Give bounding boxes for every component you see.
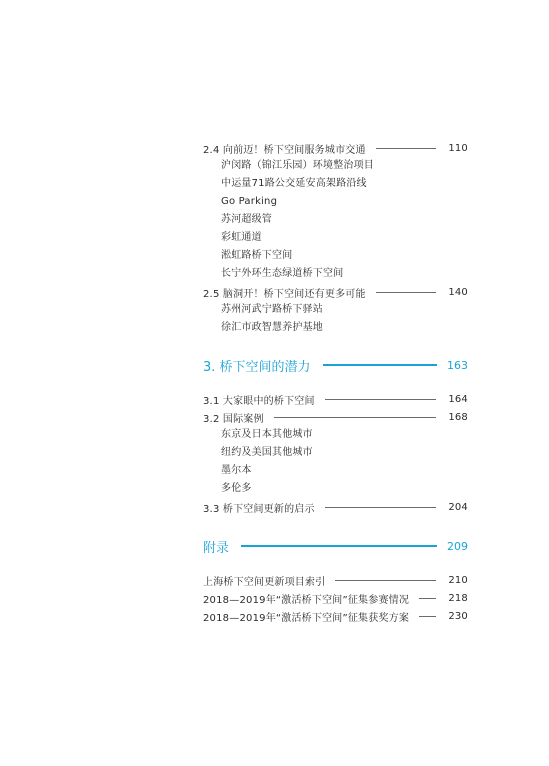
toc-page-number: 140: [448, 286, 468, 298]
toc-entry-label: 2018—2019年“激活桥下空间”征集获奖方案: [203, 612, 410, 624]
leader-line: [376, 292, 436, 293]
toc-subentry[interactable]: Go Parking: [221, 196, 278, 207]
toc-entry-2-4[interactable]: [203, 139, 468, 157]
chapter-title: 3. 桥下空间的潜力: [203, 359, 311, 375]
toc-subentry[interactable]: 墨尔本: [221, 465, 252, 476]
toc-entry-3-1[interactable]: [203, 390, 468, 408]
toc-subentry[interactable]: 彩虹通道: [221, 232, 262, 243]
toc-subentry[interactable]: 淞虹路桥下空间: [221, 250, 293, 261]
toc-entry-label: 3.1 大家眼中的桥下空间: [203, 395, 315, 407]
leader-line: [419, 598, 436, 599]
toc-page-number: 209: [447, 539, 468, 553]
toc-entry-label: 3.3 桥下空间更新的启示: [203, 503, 315, 515]
toc-entry-2-5[interactable]: [203, 283, 468, 301]
leader-line: [376, 148, 436, 149]
toc-appendix-entry-3[interactable]: [203, 607, 468, 625]
leader-line: [325, 507, 436, 508]
toc-appendix[interactable]: [203, 535, 468, 557]
toc-subentry[interactable]: 长宁外环生态绿道桥下空间: [221, 268, 344, 279]
toc-subentry[interactable]: 中运量71路公交延安高架路沿线: [221, 178, 367, 189]
toc-entry-label: 2018—2019年“激活桥下空间”征集参赛情况: [203, 594, 410, 606]
toc-page-number: 204: [448, 501, 468, 513]
toc-entry-label: 3.2 国际案例: [203, 413, 264, 425]
toc-appendix-entry-1[interactable]: [203, 571, 468, 589]
toc-entry-label: 2.4 向前迈！桥下空间服务城市交通: [203, 144, 366, 156]
toc-subentry[interactable]: 苏河超级管: [221, 214, 272, 225]
toc-page-number: 164: [448, 393, 468, 405]
toc-entry-label: 2.5 脑洞开！桥下空间还有更多可能: [203, 288, 366, 300]
toc-chapter-3[interactable]: [203, 354, 468, 376]
toc-page-number: 210: [448, 574, 468, 586]
toc-entry-3-2[interactable]: [203, 408, 468, 426]
leader-line: [274, 417, 436, 418]
toc-page-number: 163: [447, 358, 468, 372]
leader-line: [325, 399, 436, 400]
toc-page-number: 218: [448, 592, 468, 604]
toc-page-number: 230: [448, 610, 468, 622]
toc-subentry[interactable]: 东京及日本其他城市: [221, 429, 313, 440]
leader-line: [419, 616, 436, 617]
toc-page-number: 110: [448, 142, 468, 154]
toc-subentry[interactable]: 多伦多: [221, 483, 252, 494]
toc-subentry[interactable]: 沪闵路（锦江乐园）环境整治项目: [221, 160, 374, 171]
leader-line: [241, 545, 437, 547]
toc-page-number: 168: [448, 411, 468, 423]
leader-line: [335, 580, 436, 581]
toc-entry-3-3[interactable]: [203, 498, 468, 516]
toc-subentry[interactable]: 纽约及美国其他城市: [221, 447, 313, 458]
toc-subentry[interactable]: 苏州河武宁路桥下驿站: [221, 304, 323, 315]
toc-appendix-entry-2[interactable]: [203, 589, 468, 607]
appendix-title: 附录: [203, 540, 230, 556]
toc-entry-label: 上海桥下空间更新项目索引: [203, 576, 326, 588]
leader-line: [323, 364, 437, 366]
toc-subentry[interactable]: 徐汇市政智慧养护基地: [221, 322, 323, 333]
